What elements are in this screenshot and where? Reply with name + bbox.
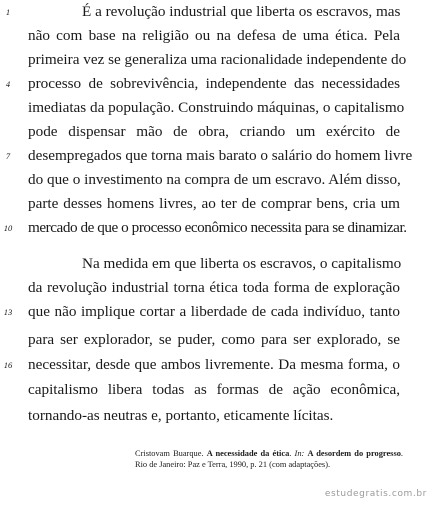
text-line: necessitar, desde que ambos livremente. Da mesma forma, o bbox=[28, 356, 400, 373]
text-line: mercado de que o processo econômico necessita para se dinamizar. bbox=[28, 219, 407, 236]
text-line: imediatas da população. Construindo máquinas, o capitalismo bbox=[28, 99, 405, 116]
text-line: para ser explorador, se puder, como para ser explorado, se bbox=[28, 331, 400, 348]
text-line: capitalismo libera todas as formas de ação econômica, bbox=[28, 381, 400, 398]
line-number-16: 16 bbox=[3, 360, 13, 370]
line-number-10: 10 bbox=[3, 223, 13, 233]
line-number-7: 7 bbox=[5, 151, 11, 161]
text-line: pode dispensar mão de obra, criando um exército de bbox=[28, 123, 400, 140]
text-line: tornando-as neutras e, portanto, eticamente lícitas. bbox=[28, 407, 334, 424]
text-line: É a revolução industrial que liberta os escravos, mas bbox=[82, 3, 401, 20]
line-number-4: 4 bbox=[5, 79, 11, 89]
watermark: estudegratis.com.br bbox=[324, 489, 427, 499]
text-line: desempregados que torna mais barato o salário do homem livre bbox=[28, 147, 413, 164]
source-in-label: In: bbox=[294, 449, 305, 458]
source-publication: . Rio de Janeiro: Paz e Terra, 1990, p. 21 (com adaptações). bbox=[135, 449, 403, 469]
text-line: da revolução industrial torna ética toda forma de exploração bbox=[28, 279, 400, 296]
text-line: que não implique cortar a liberdade de cada indivíduo, tanto bbox=[28, 303, 400, 320]
source-title: A necessidade da ética bbox=[206, 449, 290, 458]
text-line: do que o investimento na compra de um escravo. Além disso, bbox=[28, 171, 401, 188]
text-line: processo de sobrevivência, independente das necessidades bbox=[28, 75, 400, 92]
text-line: primeira vez se generaliza uma racionalidade independente do bbox=[28, 51, 407, 68]
text-line: parte desses homens livres, ao ter de comprar bens, cria um bbox=[28, 195, 400, 212]
source-citation: Cristovam Buarque. A necessidade da ética. In: A desordem do progresso. Rio de Janeiro: Paz e Terra, 1990, p. 21 (com adaptações). bbox=[135, 449, 403, 469]
text-line: não com base na religião ou na defesa de uma ética. Pela bbox=[28, 27, 400, 44]
source-book: A desordem do progresso bbox=[307, 449, 401, 458]
line-number-13: 13 bbox=[3, 307, 13, 317]
source-author: Cristovam Buarque. bbox=[135, 449, 204, 458]
line-number-1: 1 bbox=[5, 7, 11, 17]
text-line: Na medida em que liberta os escravos, o capitalismo bbox=[82, 255, 402, 272]
